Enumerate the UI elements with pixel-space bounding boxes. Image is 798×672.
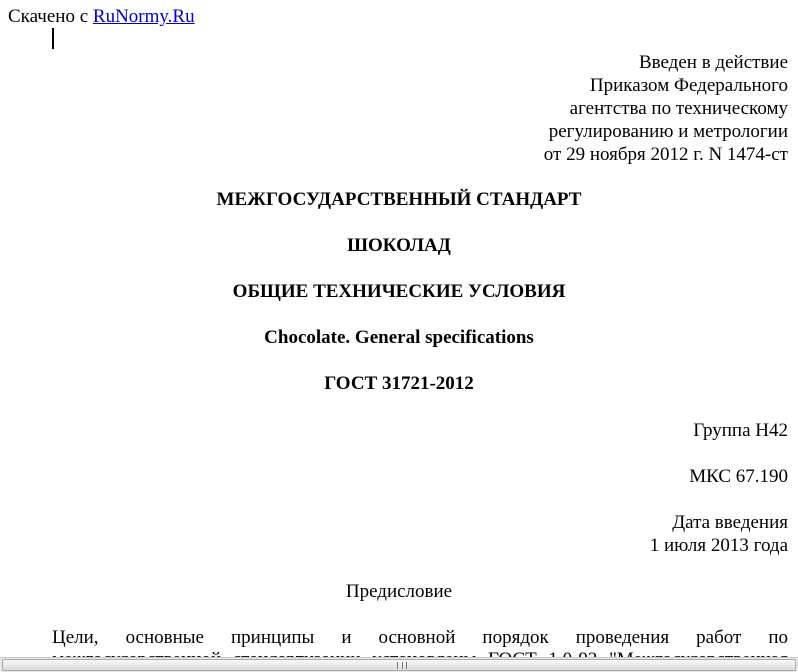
preface-heading: Предисловие: [345, 581, 453, 602]
mks-code: МКС 67.190: [689, 466, 788, 487]
grip-icon: [397, 662, 407, 669]
intro-line-4: регулированию и метрологии: [548, 121, 788, 142]
intro-line-2: Приказом Федерального: [589, 75, 788, 96]
word: по: [768, 627, 788, 648]
intro-line-3: агентства по техническому: [569, 98, 788, 119]
word: и: [341, 627, 352, 648]
word: основной: [378, 627, 456, 648]
intro-date-label: Дата введения: [672, 512, 788, 533]
word: работ: [696, 627, 742, 648]
intro-date: 1 июля 2013 года: [649, 535, 788, 556]
standard-type-heading: МЕЖГОСУДАРСТВЕННЫЙ СТАНДАРТ: [216, 189, 582, 210]
download-source-prefix: Скачено с: [8, 6, 89, 27]
subtitle-heading: ОБЩИЕ ТЕХНИЧЕСКИЕ УСЛОВИЯ: [232, 281, 566, 302]
intro-line-1: Введен в действие: [638, 52, 788, 73]
gost-number: ГОСТ 31721-2012: [324, 373, 474, 394]
word: проведения: [575, 627, 670, 648]
horizontal-scrollbar[interactable]: [0, 657, 798, 672]
download-source-line: [8, 5, 195, 28]
group-code: Группа Н42: [693, 420, 788, 441]
word: принципы: [231, 627, 315, 648]
word: порядок: [482, 627, 549, 648]
text-cursor: [52, 28, 54, 49]
product-heading: ШОКОЛАД: [347, 235, 451, 256]
preface-paragraph-line: [52, 626, 788, 649]
runormy-link[interactable]: RuNormy.Ru: [92, 6, 195, 27]
english-title: Chocolate. General specifications: [264, 327, 534, 348]
word: основные: [125, 627, 204, 648]
scrollbar-thumb[interactable]: [2, 659, 796, 671]
word: Цели,: [52, 627, 99, 648]
intro-line-5: от 29 ноября 2012 г. N 1474-ст: [543, 144, 788, 165]
